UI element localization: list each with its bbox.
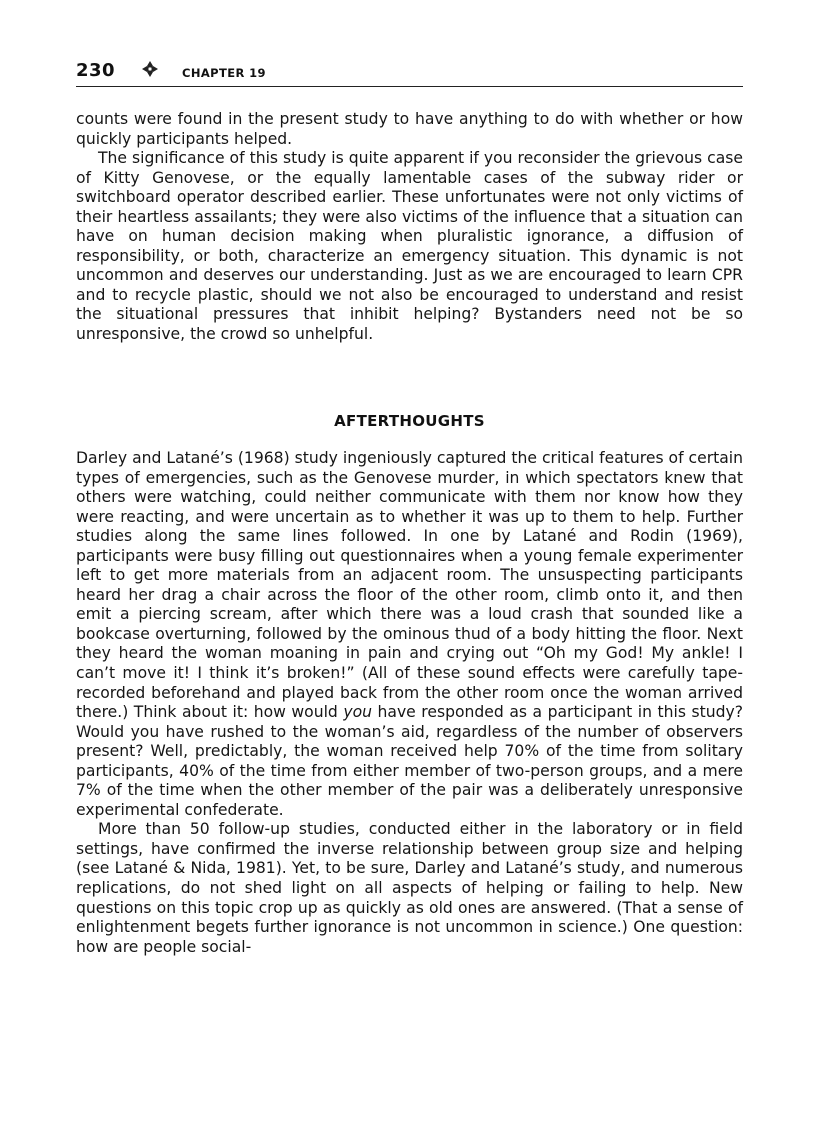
paragraph-afterthoughts-2: More than 50 follow-up studies, conducted either in the laboratory or in field settings, have confirmed the inverse relationship between group size and helping (see Latané & Nida, 1981). Yet, to be sure, Darley and Latané’s study, and numerous replications, do not shed light on all aspects of helping or failing to help. New questions on this topic crop up as quickly as old ones are answered. (That a sense of enlightenment begets further ignorance is not uncommon in science.) One question: how are people social- bbox=[76, 820, 743, 956]
paragraph-continuation: counts were found in the present study to have anything to do with whether or how quickly participants helped. bbox=[76, 110, 743, 148]
paragraph-text: Darley and Latané’s (1968) study ingeniously captured the critical features of certain types of emergencies, such as the Genovese murder, in which spectators knew that others were watching, could neither communicate with them nor know how they were reacting, and were uncertain as to whether it was up to them to help. Further studies along the same lines followed. In one by Latané and Rodin (1969), participants were busy filling out questionnaires when a young female experimenter left to get more materials from an adjacent room. The unsuspecting participants heard her drag a chair across the floor of the other room, climb onto it, and then emit a piercing scream, after which there was a loud crash that sounded like a bookcase overturning, followed by the ominous thud of a body hitting the floor. Next they heard the woman moaning in pain and crying out “Oh my God! My ankle! I can’t move it! I think it’s broken!” (All of these sound effects were carefully tape-recorded beforehand and played back from the other room once the woman arrived there.) Think about it: how would bbox=[76, 449, 743, 722]
paragraph-text: have responded as a participant in this study? Would you have rushed to the woman’s aid, regardless of the number of observers present? Well, predictably, the woman received help 70% of the time from solitary participants, 40% of the time from either member of two-person groups, and a mere 7% of the time when the other member of the pair was a deliberately unresponsive experimental confederate. bbox=[76, 703, 744, 819]
paragraph-afterthoughts-1 bbox=[76, 449, 743, 820]
section-heading: AFTERTHOUGHTS bbox=[334, 412, 485, 430]
body-text-top bbox=[76, 110, 743, 345]
running-head bbox=[76, 56, 743, 87]
chapter-label: CHAPTER 19 bbox=[182, 66, 266, 80]
fleuron-icon bbox=[141, 60, 159, 78]
emphasis-you: you bbox=[343, 703, 372, 722]
page-number: 230 bbox=[76, 60, 116, 81]
paragraph-significance: The significance of this study is quite apparent if you reconsider the grievous case of Kitty Genovese, or the equally lamentable cases of the subway rider or switchboard operator described earlier. These unfortunates were not only victims of their heartless assailants; they were also victims of the influence that a situation can have on human decision making when pluralistic ignorance, a diffusion of responsibility, or both, characterize an emergency situation. This dynamic is not uncommon and deserves our understanding. Just as we are encouraged to learn CPR and to recycle plastic, should we not also be encouraged to understand and resist the situational pressures that inhibit helping? Bystanders need not be so unresponsive, the crowd so unhelpful. bbox=[76, 149, 743, 344]
body-text-afterthoughts bbox=[76, 449, 743, 957]
